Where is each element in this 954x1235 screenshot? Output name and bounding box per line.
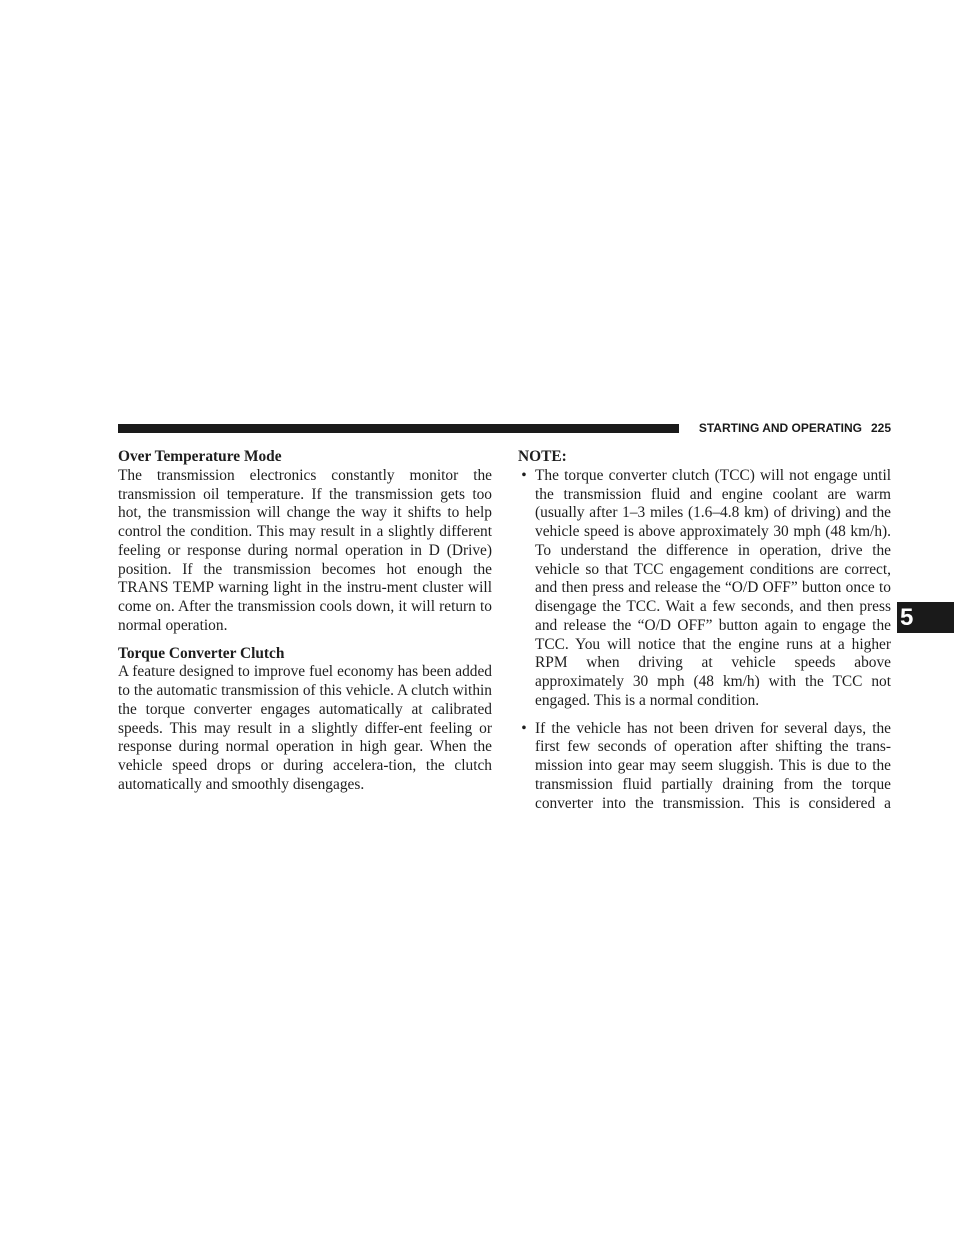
chapter-tab <box>897 602 954 633</box>
over-temperature-heading: Over Temperature Mode <box>118 448 282 465</box>
note-bullet-text: If the vehicle has not been driven for several days, the first few seconds of operation after shifting the trans-mission into gear may seem sluggish. This is due to the transmission fluid partially draining from the torque converter into the transmission. This is considered a <box>535 719 891 812</box>
section-title: STARTING AND OPERATING <box>698 421 862 435</box>
running-header <box>688 420 891 436</box>
bullet-dot-icon: • <box>521 466 527 484</box>
note-bullet-item <box>518 720 891 814</box>
header-rule <box>118 424 679 433</box>
chapter-number: 5 <box>900 604 914 631</box>
torque-converter-heading: Torque Converter Clutch <box>118 644 285 662</box>
left-column <box>118 448 492 795</box>
torque-converter-paragraph: A feature designed to improve fuel economy has been added to the automatic transmission of this vehicle. A clutch within the torque converter engages automatically at calibrated speeds. This may result in a slightly differ-ent feeling or response during normal operation in high gear. When the vehicle speed drops or during accelera-tion, the clutch automatically and smoothly disengages. <box>118 663 492 793</box>
over-temperature-paragraph: The transmission electronics constantly monitor the transmission oil temperature. If the transmission gets too hot, the transmission will change the way it shifts to help control the condition. This may result in a slightly different feeling or response during normal operation in D (Drive) position. If the transmission becomes hot enough the TRANS TEMP warning light in the instru-ment cluster will come on. After the transmission cools down, it will return to normal operation. <box>118 466 492 634</box>
bullet-dot-icon: • <box>521 719 527 737</box>
page-number: 225 <box>870 421 891 435</box>
note-bullet-item <box>518 467 891 711</box>
bullet-gap <box>518 711 891 720</box>
note-label: NOTE: <box>518 448 567 465</box>
note-bullet-text: The torque converter clutch (TCC) will not engage until the transmission fluid and engine coolant are warm (usually after 1–3 miles (1.6–4.8 km) of driving) and the vehicle speed is above approximately 30 mph (48 km/h). To understand the difference in operation, drive the vehicle so that TCC engagement conditions are correct, and then press and release the “O/D OFF” button once to disengage the TCC. Wait a few seconds, and then press and release the “O/D OFF” button again to engage the TCC. You will notice that the engine runs at a higher RPM when driving at vehicle speeds above approximately 30 mph (48 km/h) with the TCC not engaged. This is a normal condition. <box>535 466 891 709</box>
right-column <box>518 448 891 813</box>
section-gap <box>118 636 492 645</box>
